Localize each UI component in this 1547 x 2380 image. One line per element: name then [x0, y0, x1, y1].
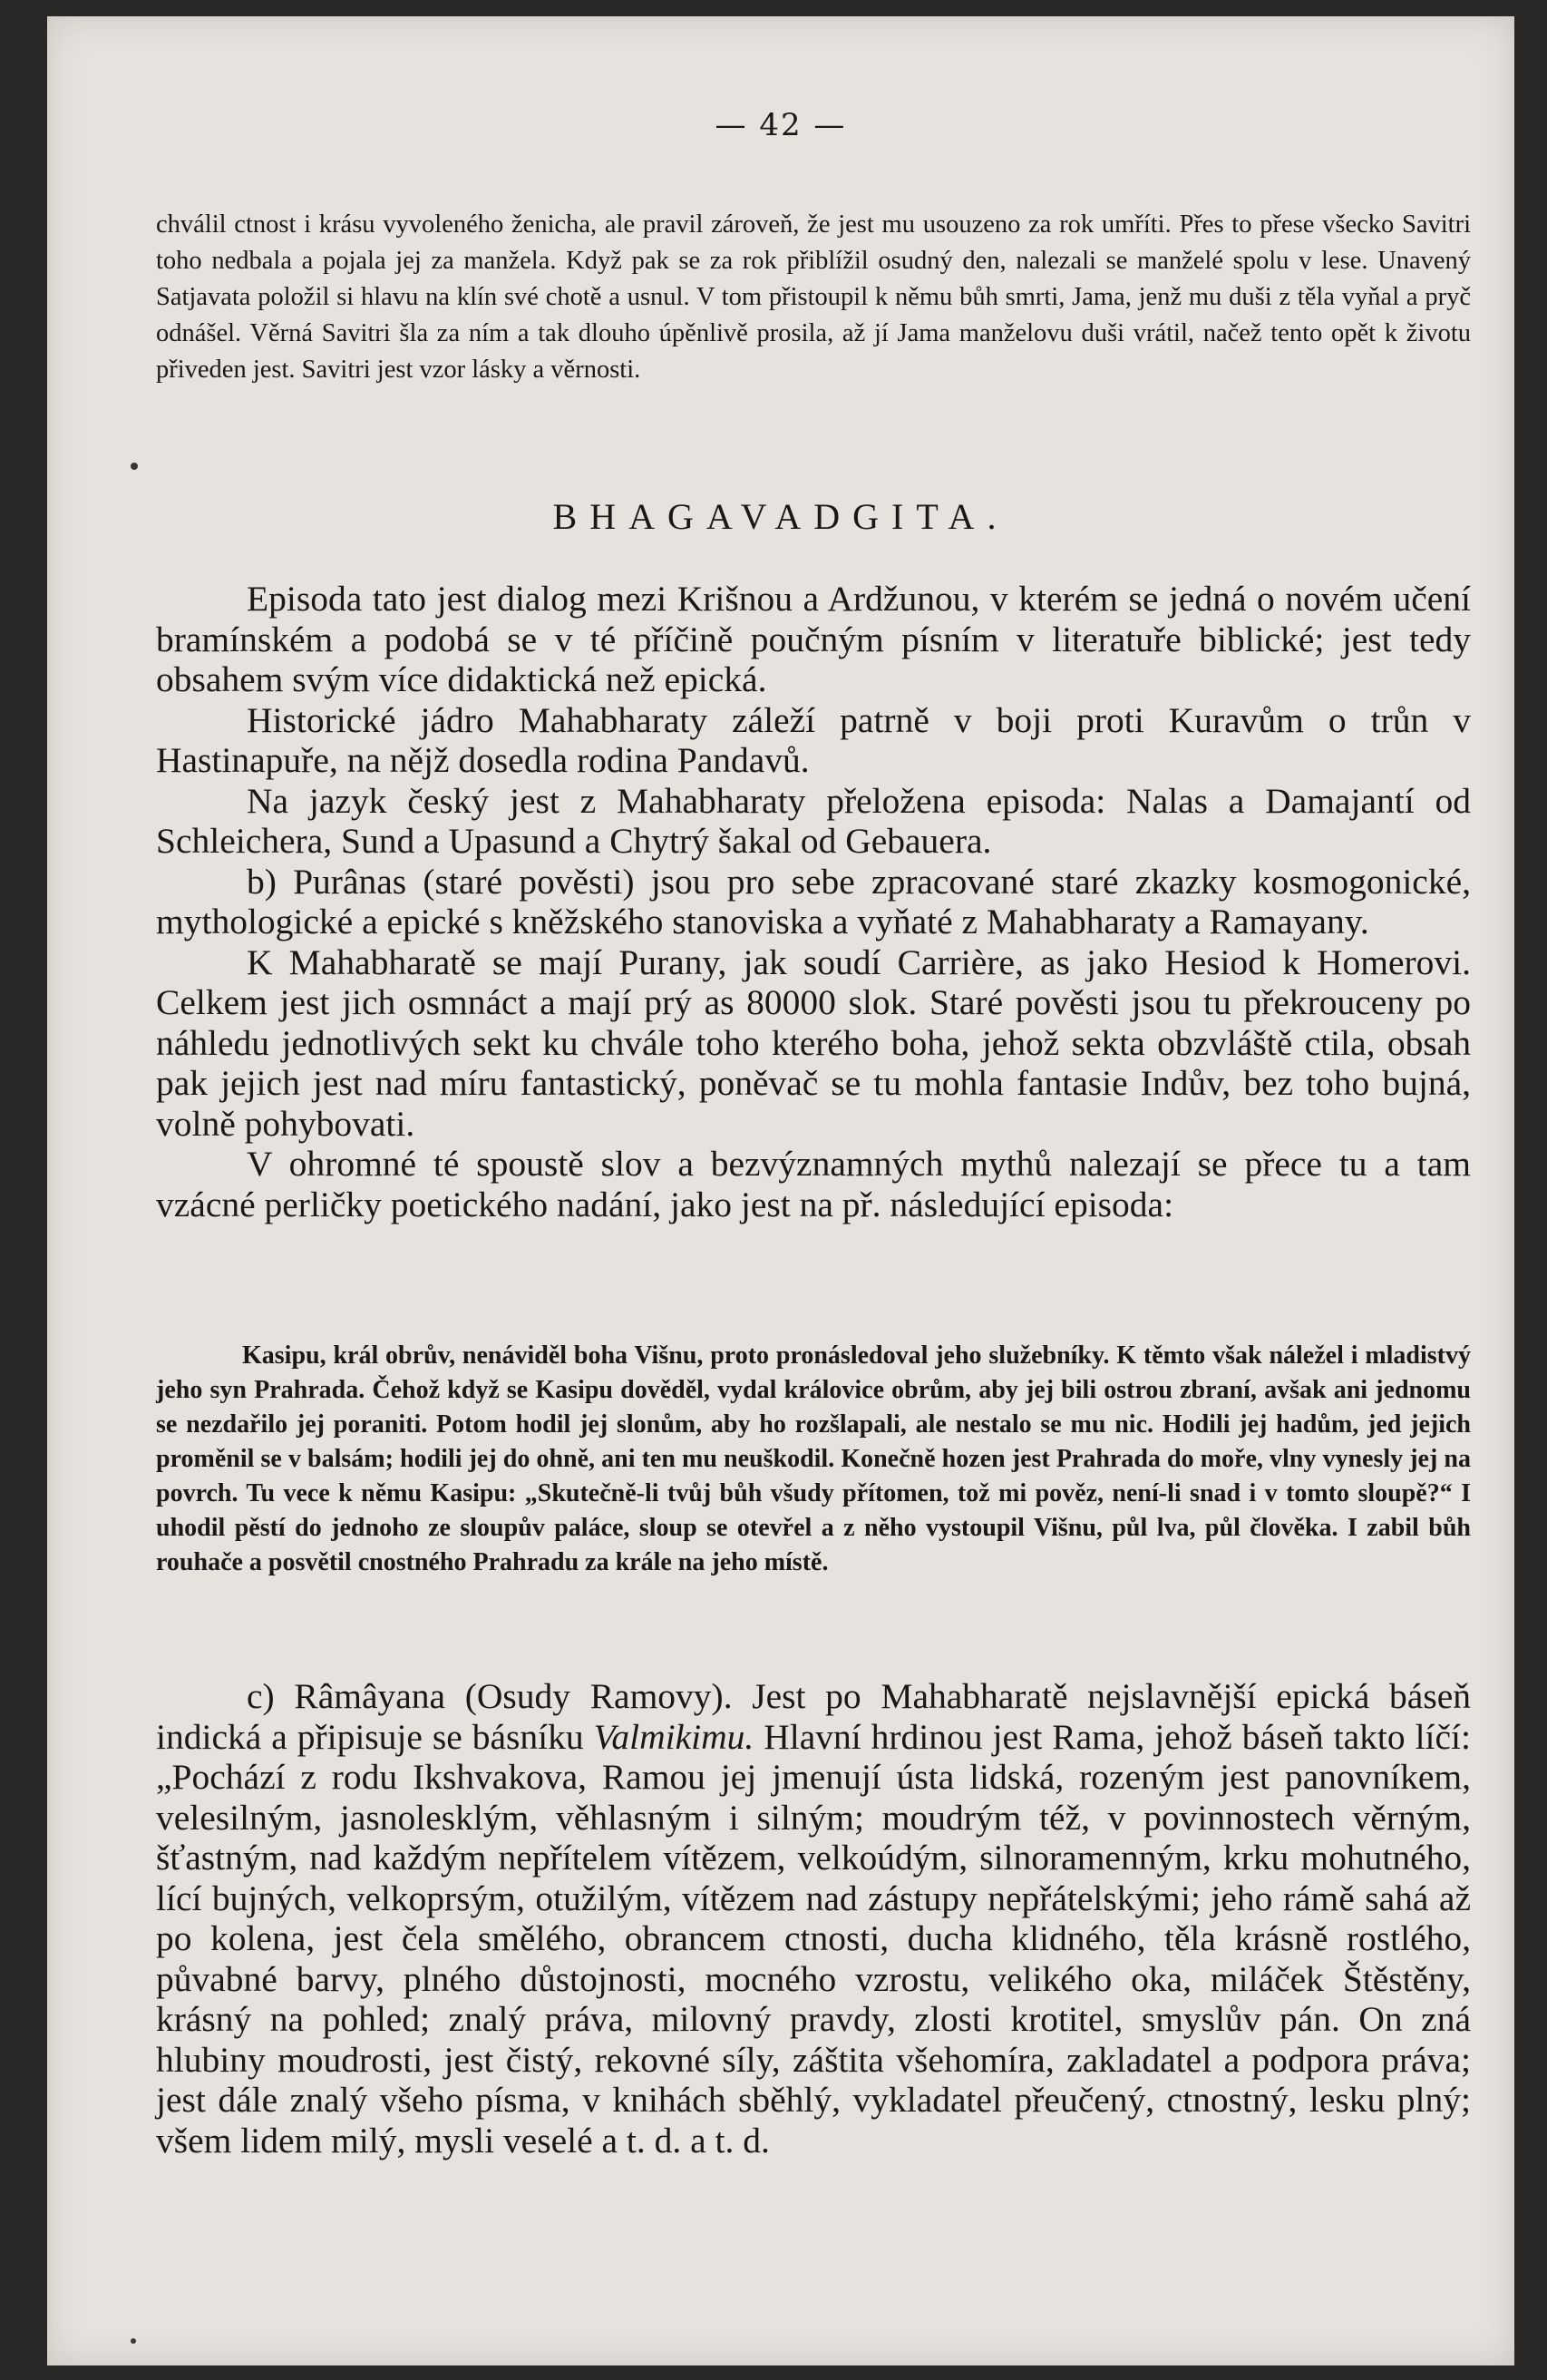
ramayana-paragraph: c) Râmâyana (Osudy Ramovy). Jest po Mahabharatě nejslavnější epická báseň indická a připisuje se básníku Valmikimu. Hlavní hrdinou jest Rama, jehož báseň takto líčí: „Pochází z rodu Ikshvakova, Ramou jej jmenují ústa lidská, rozeným jest panovníkem, velesilným, jasnolesklým, věhlasným i silným; moudrým též, v povinnostech věrným, šťastným, nad každým nepřítelem vítězem, velkoúdým, silnoramenným, krku mohutného, lící bujných, velkoprsým, otužilým, vítězem nad zástupy nepřátelskými; jeho rámě sahá až po kolena, jest čela smělého, obrancem ctnosti, ducha klidného, těla krásně rostlého, půvabné barvy, plného důstojnosti, mocného vzrostu, velikého oka, miláček Štěstěny, krásný na pohled; znalý práva, milovný pravdy, zlosti krotitel, smyslův pán. On zná hlubiny moudrosti, jest čistý, rekovné síly, záštita všehomíra, zakladatel a podpora práva; jest dále znalý všeho písma, v knihách sběhlý, vykladatel přeučený, ctnostný, lesku plný; všem lidem milý, mysli veselé a t. d. a t. d. — [156, 1676, 1471, 2161]
paragraph: Na jazyk český jest z Mahabharaty přeložena episoda: Nalas a Damajantí od Schleichera, Sund a Upasund a Chytrý šakal od Gebauera. — [156, 780, 1471, 861]
ink-speck — [131, 2338, 136, 2344]
paragraph: K Mahabharatě se mají Purany, jak soudí Carrière, as jako Hesiod k Homerovi. Celkem jest jich osmnáct a mají prý as 80000 slok. Staré pověsti jsou tu překrouceny po náhledu jednotlivých sekt ku chvále toho kterého boha, jehož sekta obzvláště ctila, obsah pak jejich jest nad míru fantastický, poněvač se tu mohla fantasie Indův, bez toho bujná, volně pohybovati. — [156, 941, 1471, 1144]
intro-paragraph: chválil ctnost i krásu vyvoleného ženicha, ale pravil zároveň, že jest mu usouzeno za rok umříti. Přes to přese všecko Savitri toho nedbala a pojala jej za manžela. Když pak se za rok přiblížil osudný den, nalezali se manželé spolu v lese. Unavený Satjavata položil si hlavu na klín své chotě a usnul. V tom přistoupil k němu bůh smrti, Jama, jenž mu duši z těla vyňal a pryč odnášel. Věrná Savitri šla za ním a tak dlouho úpěnlivě prosila, až jí Jama manželovu duši vrátil, načež tento opět k životu přiveden jest. Savitri jest vzor lásky a věrnosti. — [156, 210, 1471, 384]
main-text — [156, 579, 1471, 1224]
excerpt-paragraph: Kasipu, král obrův, nenáviděl boha Višnu, proto pronásledoval jeho služebníky. K těmto však náležel i mladistvý jeho syn Prahrada. Čehož když se Kasipu dověděl, vydal královice obrům, aby jej bili ostrou zbraní, avšak ani jednomu se nezdařilo jej poraniti. Potom hodil jej slonům, aby ho rozšlapali, ale nestalo se mu nic. Hodili jej hadům, jed jejich proměnil se v balsám; hodili jej do ohně, ani ten mu neuškodil. Konečně hozen jest Prahrada do moře, vlny vynesly jej na povrch. Tu vece k němu Kasipu: „Skutečně-li tvůj bůh všudy přítomen, tož mi pověz, není-li snad i v tomto sloupě?“ I uhodil pěstí do jednoho ze sloupův paláce, sloup se otevřel a z něho vystoupil Višnu, půl lva, půl člověka. I zabil bůh rouhače a posvětil cnostného Prahradu za krále na jeho místě. — [156, 1341, 1471, 1576]
page-number: — 42 — — [715, 107, 847, 143]
book-page — [47, 16, 1514, 2365]
section-heading: BHAGAVADGITA. — [552, 496, 1009, 537]
paragraph: Episoda tato jest dialog mezi Krišnou a Ardžunou, v kterém se jedná o novém učení bramínském a podobá se v té příčině poučným písním v literatuře biblické; jest tedy obsahem svým více didaktická než epická. — [156, 579, 1471, 699]
paragraph: V ohromné té spoustě slov a bezvýznamných mythů nalezají se přece tu a tam vzácné perličky poetického nadání, jako jest na př. následující episoda: — [156, 1144, 1471, 1224]
paragraph: Historické jádro Mahabharaty záleží patrně v boji proti Kuravům o trůn v Hastinapuře, na nějž dosedla rodina Pandavů. — [156, 699, 1471, 780]
italic-name: Valmikimu. — [593, 1716, 754, 1757]
paragraph: b) Purânas (staré pověsti) jsou pro sebe zpracované staré zkazky kosmogonické, mythologické a epické s kněžského stanoviska a vyňaté z Mahabharaty a Ramayany. — [156, 861, 1471, 941]
ink-speck — [131, 463, 138, 470]
